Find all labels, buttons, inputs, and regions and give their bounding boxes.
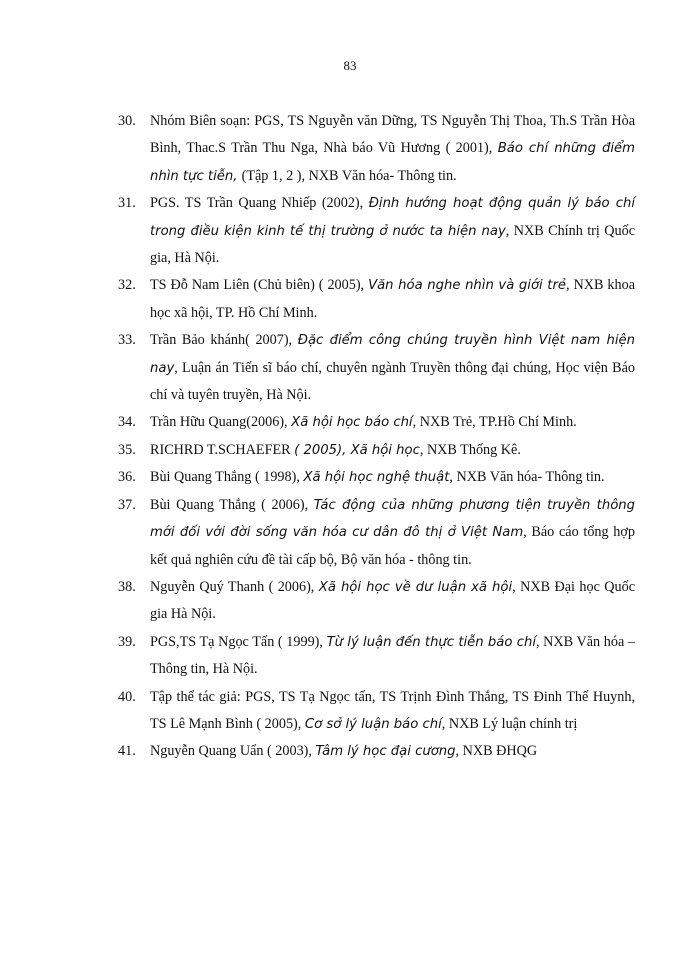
reference-title: Văn hóa nghe nhìn và giới trẻ (368, 278, 566, 294)
reference-number: 39. (118, 633, 136, 650)
reference-segment: RICHRD T.SCHAEFER (150, 441, 295, 458)
reference-segment: , NXB Thống Kê. (419, 441, 521, 458)
reference-text (120, 272, 635, 327)
reference-title: ( 2005), Xã hội học (294, 442, 420, 458)
reference-number: 30. (118, 113, 136, 129)
reference-text (120, 464, 635, 491)
reference-item (120, 190, 635, 272)
reference-text (120, 190, 635, 272)
reference-title: Xã hội học về dư luận xã hội (318, 579, 513, 595)
reference-text (120, 574, 635, 629)
reference-number: 31. (118, 195, 136, 212)
reference-text (120, 738, 635, 765)
reference-number: 33. (118, 332, 136, 349)
reference-segment: Bùi Quang Thắng ( 2006), (150, 496, 314, 513)
reference-number: 34. (118, 414, 136, 431)
reference-number: 41. (118, 743, 136, 760)
reference-item (120, 437, 635, 464)
reference-item (120, 492, 635, 574)
reference-segment: Nguyễn Quý Thanh ( 2006), (150, 578, 319, 595)
reference-item (120, 629, 635, 684)
reference-number: 32. (118, 277, 136, 294)
reference-item (120, 272, 635, 327)
reference-segment: , NXB Chính trị Quốc gia, Hà Nội. (150, 222, 635, 267)
reference-text (120, 492, 635, 574)
reference-segment: , NXB ĐHQG (455, 743, 538, 760)
reference-item (120, 684, 635, 739)
reference-text (120, 108, 635, 190)
reference-segment: PGS,TS Tạ Ngọc Tấn ( 1999), (150, 633, 327, 650)
reference-segment: , Luận án Tiến sĩ báo chí, chuyên ngành Truyền thông đại chúng, Học viện Báo chí và tuyên truyền, Hà Nội. (150, 359, 635, 404)
reference-title: Cơ sở lý luận báo chí (304, 716, 442, 732)
reference-segment: (Tập 1, 2 ), NXB Văn hóa- Thông tin. (241, 167, 457, 184)
reference-title: Xã hội học báo chí (291, 415, 413, 431)
reference-segment: , NXB Đại học Quốc gia Hà Nội. (150, 578, 636, 623)
reference-item (120, 327, 635, 409)
reference-item (120, 409, 635, 436)
reference-segment: , NXB Trẻ, TP.Hồ Chí Minh. (412, 414, 577, 431)
reference-segment: , Báo cáo tổng hợp kết quả nghiên cứu đề tài cấp bộ, Bộ văn hóa - thông tin. (150, 524, 635, 568)
reference-segment: PGS. TS Trần Quang Nhiếp (2002), (150, 195, 369, 212)
reference-segment: Trần Bảo khánh( 2007), (150, 332, 298, 349)
reference-segment: TS Đỗ Nam Liên (Chủ biên) ( 2005), (150, 277, 369, 294)
page-number: 83 (343, 58, 357, 73)
reference-segment: Trần Hữu Quang(2006), (150, 414, 292, 431)
reference-number: 40. (118, 688, 136, 705)
reference-segment: , NXB Văn hóa – Thông tin, Hà Nội. (150, 633, 635, 678)
reference-item (120, 738, 635, 765)
reference-number: 36. (118, 469, 136, 486)
reference-segment: Nhóm Biên soạn: PGS, TS Nguyễn văn Dững, TS Nguyễn Thị Thoa, Th.S Trần Hòa Bình, Thac.S Trần Thu Nga, Nhà báo Vũ Hương ( 2001), (150, 113, 635, 157)
reference-item (120, 108, 635, 190)
reference-segment: , NXB Văn hóa- Thông tin. (449, 469, 605, 486)
reference-segment: Nguyễn Quang Uẩn ( 2003), (150, 743, 316, 760)
reference-list (120, 108, 635, 766)
reference-item (120, 464, 635, 491)
reference-text (120, 409, 635, 436)
reference-title: Xã hội học nghệ thuật (303, 470, 450, 486)
reference-title: Từ lý luận đến thực tiễn báo chí (326, 634, 536, 650)
reference-number: 37. (118, 496, 136, 513)
reference-segment: , NXB khoa học xã hội, TP. Hồ Chí Minh. (150, 277, 636, 321)
reference-title: Đặc điểm công chúng truyền hình Việt nam hiện nay (150, 333, 635, 376)
reference-segment: Tập thể tác giả: PGS, TS Tạ Ngọc tấn, TS Trịnh Đình Thắng, TS Đinh Thế Huynh, TS Lê Mạnh Bình ( 2005), (150, 688, 635, 732)
reference-item (120, 574, 635, 629)
reference-text (120, 629, 635, 684)
reference-number: 38. (118, 578, 136, 595)
reference-text (120, 327, 635, 409)
reference-title: Định hướng hoạt động quản lý báo chí trong điều kiện kinh tế thị trường ở nước ta hiện nay (150, 196, 635, 239)
reference-segment: Bùi Quang Thắng ( 1998), (150, 469, 304, 486)
reference-number: 35. (118, 441, 136, 458)
reference-title: Tác động của những phương tiện truyền thông mới đối với đời sống văn hóa cư dân đô thị ở Việt Nam (150, 497, 635, 541)
reference-title: Báo chí những điểm nhìn tực tiễn, (150, 141, 636, 184)
reference-segment: , NXB Lý luận chính trị (441, 715, 578, 732)
reference-title: Tâm lý học đại cương (315, 744, 456, 760)
reference-text (120, 437, 635, 464)
reference-text (120, 684, 635, 739)
